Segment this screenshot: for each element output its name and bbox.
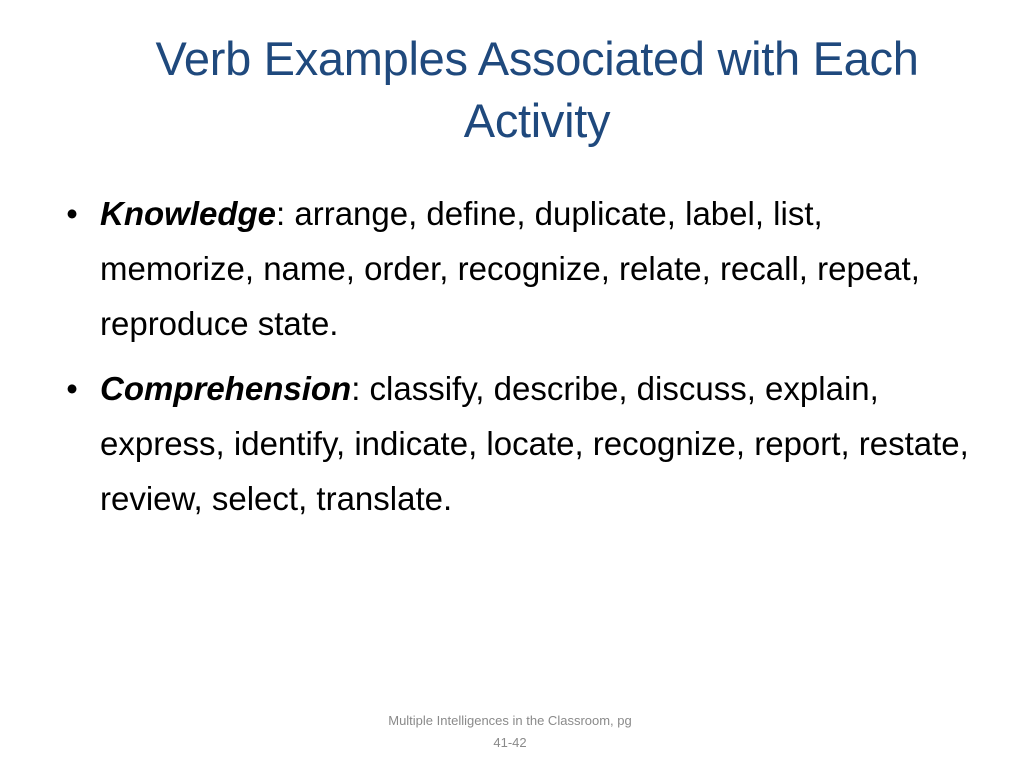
bullet-icon: •: [66, 370, 78, 407]
bullet-text: arrange, define, duplicate, label, list, memorize, name, order, recognize, relate, recall, repeat, reproduce state.: [100, 195, 920, 342]
bullet-icon: •: [66, 195, 78, 232]
bullet-separator: :: [276, 195, 286, 232]
slide-title: [100, 28, 974, 152]
bullet-item-knowledge: [60, 186, 970, 351]
slide-title-line-2: Activity: [463, 94, 611, 147]
bullet-item-comprehension: [60, 361, 970, 526]
bullet-text: classify, describe, discuss, explain, express, identify, indicate, locate, recognize, report, restate, review, select, translate.: [100, 370, 969, 517]
footer-line-2: 41-42: [493, 735, 527, 750]
footer-line-1: Multiple Intelligences in the Classroom, pg: [388, 713, 632, 728]
bullet-term: Knowledge: [100, 195, 277, 232]
bullet-separator: :: [351, 370, 361, 407]
bullet-list: [60, 186, 970, 536]
slide-title-line-1: Verb Examples Associated with Each: [155, 32, 919, 85]
bullet-term: Comprehension: [100, 370, 352, 407]
slide-footer: [340, 710, 680, 754]
